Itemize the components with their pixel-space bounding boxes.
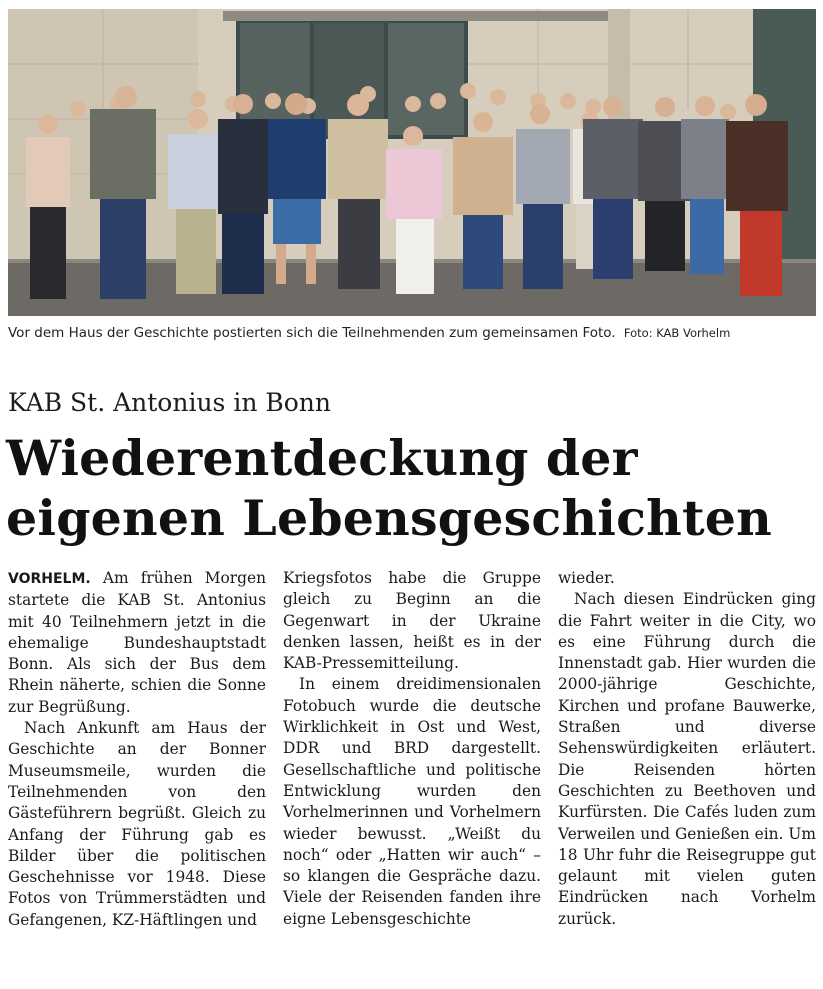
column-1	[8, 568, 266, 978]
caption-text: Vor dem Haus der Geschichte postierten sich die Teilnehmenden zum gemeinsamen Foto.	[8, 325, 616, 341]
photo-caption	[8, 325, 816, 341]
paragraph: Am frühen Morgen startete die KAB St. Antonius mit 40 Teilnehmern jetzt in die ehemalige Bundeshauptstadt Bonn. Als sich der Bus dem Rhein näherte, schien die Sonne zur Begrüßung.	[8, 569, 266, 716]
column-2	[283, 568, 541, 978]
headline-line-2: eigenen Lebensgeschichten	[6, 489, 772, 547]
headline-line-1: Wiederentdeckung der	[6, 429, 638, 487]
group-photo-illustration	[8, 9, 816, 316]
article-kicker: KAB St. Antonius in Bonn	[8, 388, 331, 417]
paragraph: In einem dreidimensionalen Fotobuch wurde die deutsche Wirklichkeit in Ost und West, DDR und BRD dargestellt. Gesellschaftliche und politische Entwicklung wurden den Vorhelmerinnen und Vorhelmern wieder bewusst. „Weißt du noch“ oder „Hatten wir auch“ – so klangen die Gespräche dazu. Viele der Reisenden fanden ihre eigne Lebensgeschichte	[283, 675, 541, 928]
paragraph: Kriegsfotos habe die Gruppe gleich zu Beginn an die Gegenwart in der Ukraine denken lassen, heißt es in der KAB-Pressemitteilung.	[283, 569, 541, 673]
article-body	[8, 568, 816, 978]
group-photo	[8, 9, 816, 316]
article-headline	[6, 428, 818, 548]
column-3	[558, 568, 816, 978]
paragraph: Nach diesen Eindrücken ging die Fahrt weiter in die City, wo es eine Führung durch die Innenstadt gab. Hier wurden die 2000-jährige Geschichte, Kirchen und profane Bauwerke, Straßen und diverse Sehenswürdigkeiten erläutert. Die Reisenden hörten Geschichten zu Beethoven und Kurfürsten. Die Cafés luden zum Verweilen und Genießen ein. Um 18 Uhr fuhr die Reisegruppe gut gelaunt mit vielen guten Eindrücken nach Vorhelm zurück.	[558, 590, 816, 928]
photo-credit: Foto: KAB Vorhelm	[623, 326, 731, 340]
paragraph: wieder.	[558, 569, 615, 587]
paragraph: Nach Ankunft am Haus der Geschichte an der Bonner Museumsmeile, wurden die Teilnehmenden von den Gästeführern begrüßt. Gleich zu Anfang der Führung gab es Bilder über die politischen Geschehnisse vor 1948. Diese Fotos von Trümmerstädten und Gefangenen, KZ-Häftlingen und	[8, 719, 266, 929]
dateline: VORHELM.	[8, 571, 91, 587]
